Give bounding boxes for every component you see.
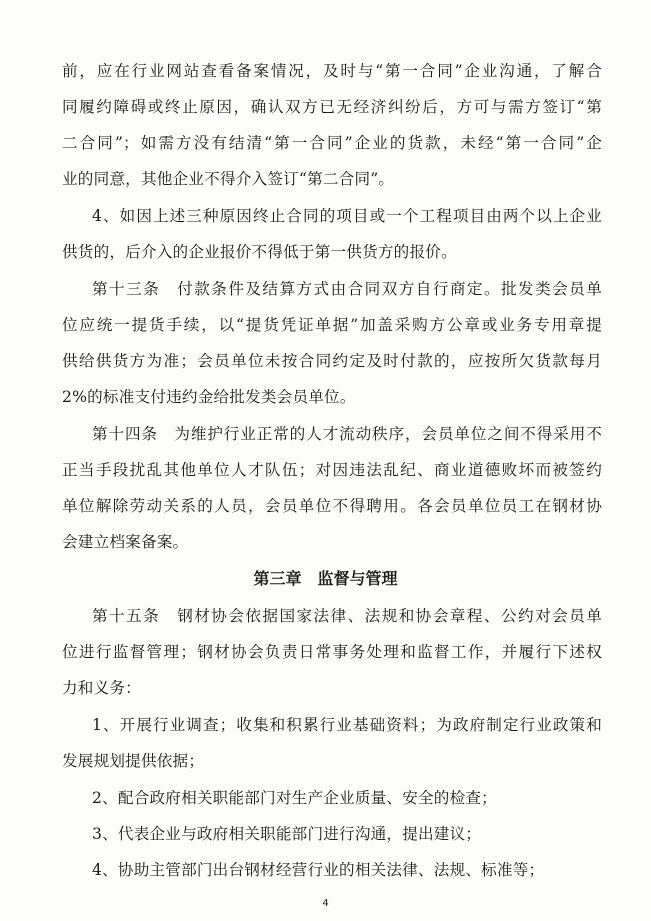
text-line: 1、开展行业调查；收集和积累行业基础资料；为政府制定行业政策和 [92, 716, 602, 734]
text-line: 4、如因上述三种原因终止合同的项目或一个工程项目由两个以上企业 [92, 207, 602, 225]
text-line: 位应统一提货手续，以“提货凭证单据”加盖采购方公章或业务专用章提 [62, 316, 602, 334]
text-line: 2%的标准支付违约金给批发类会员单位。 [62, 388, 356, 406]
text-line: 供给供货方为准；会员单位未按合同约定及时付款的，应按所欠货款每月 [62, 352, 602, 370]
text-line: 单位解除劳动关系的人员，会员单位不得聘用。各会员单位员工在钢材协 [62, 497, 602, 515]
text-line: 3、代表企业与政府相关职能部门进行沟通，提出建议； [92, 825, 482, 843]
text-line: 同履约障碍或终止原因，确认双方已无经济纠纷后，方可与需方签订“第 [62, 98, 602, 116]
chapter-heading: 第三章 监督与管理 [253, 569, 398, 588]
text-line: 位进行监督管理；钢材协会负责日常事务处理和监督工作，并履行下述权 [62, 643, 602, 661]
text-line: 会建立档案备案。 [62, 533, 189, 551]
text-line: 前，应在行业网站查看备案情况，及时与“第一合同”企业沟通，了解合 [62, 62, 602, 80]
text-line: 4、协助主管部门出台钢材经营行业的相关法律、法规、标准等； [92, 861, 545, 879]
text-line: 业的同意，其他企业不得介入签订“第二合同”。 [62, 170, 395, 188]
text-line: 发展规划提供依据； [62, 752, 205, 770]
text-line: 力和义务： [62, 679, 141, 697]
text-line: 正当手段扰乱其他单位人才队伍；对因违法乱纪、商业道德败坏而被签约 [62, 461, 602, 479]
text-line: 第十四条 为维护行业正常的人才流动秩序，会员单位之间不得采用不 [92, 425, 602, 443]
text-line: 二合同”；如需方没有结清“第一合同”企业的货款，未经“第一合同”企 [62, 134, 602, 152]
text-line: 第十三条 付款条件及结算方式由合同双方自行商定。批发类会员单 [92, 280, 602, 298]
page-number: 4 [322, 898, 329, 909]
text-line: 第十五条 钢材协会依据国家法律、法规和协会章程、公约对会员单 [92, 607, 602, 625]
text-line: 供货的，后介入的企业报价不得低于第一供货方的报价。 [62, 243, 457, 261]
text-line: 2、配合政府相关职能部门对生产企业质量、安全的检查； [92, 789, 497, 807]
